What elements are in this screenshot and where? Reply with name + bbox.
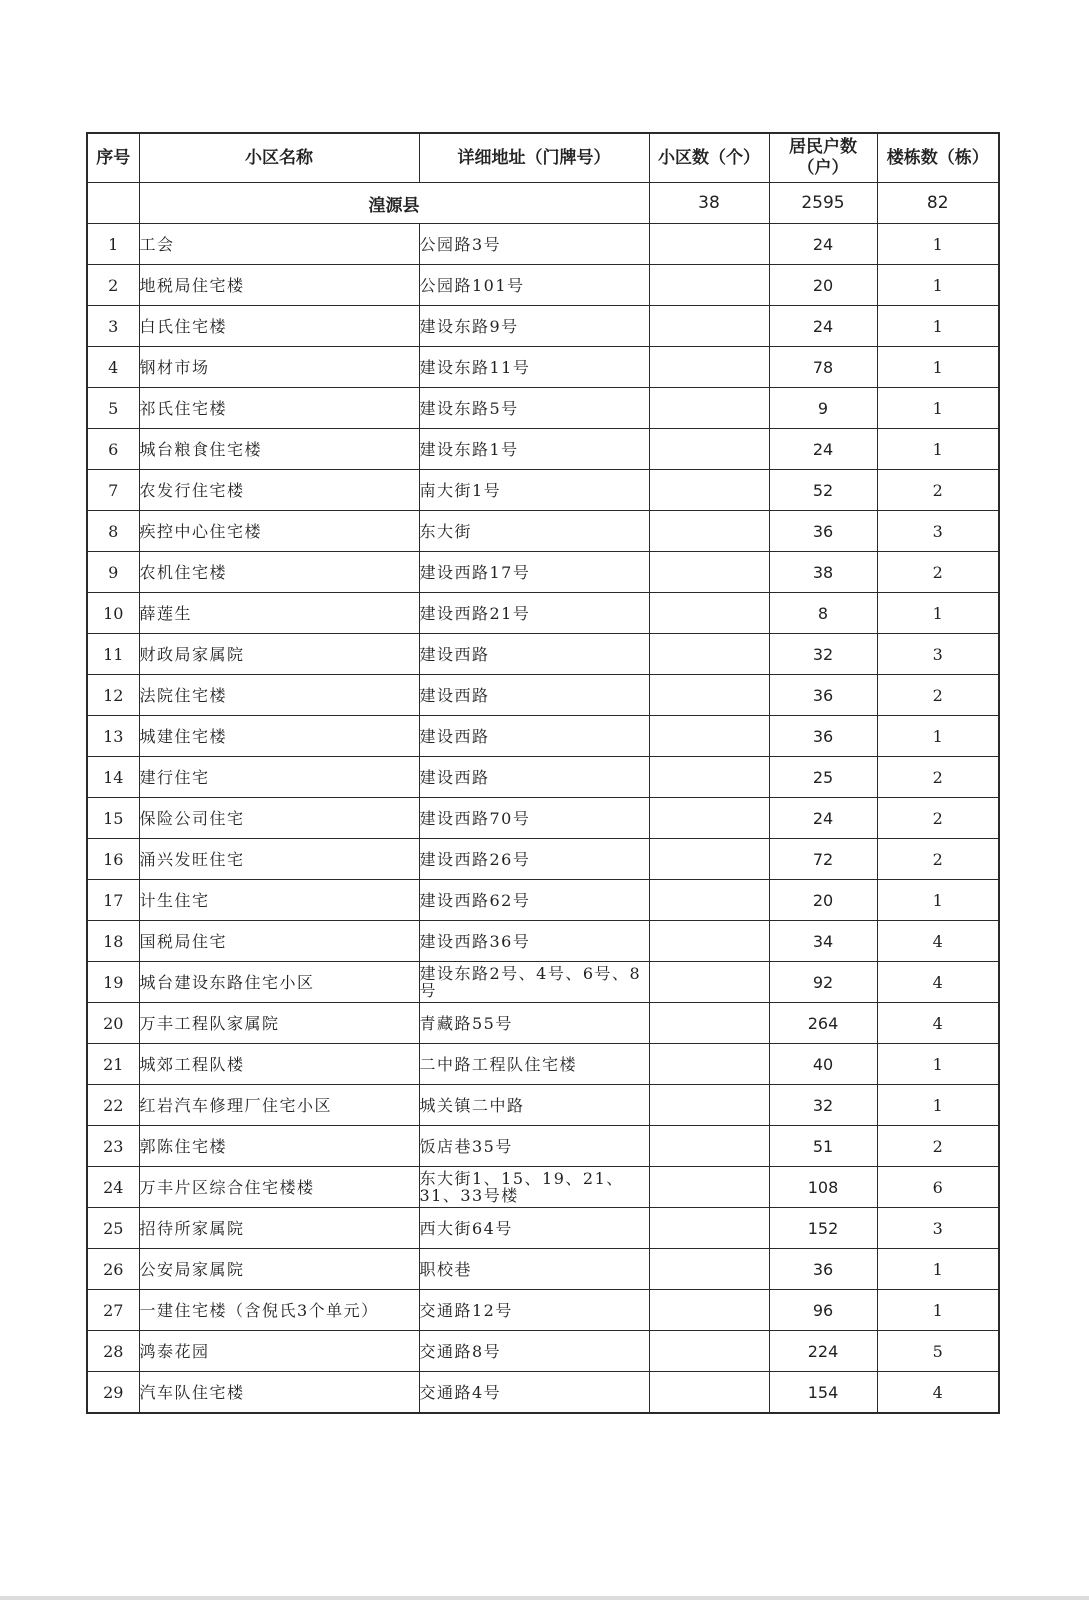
row-address: 城关镇二中路 bbox=[419, 1085, 649, 1126]
row-buildings: 2 bbox=[877, 470, 999, 511]
row-address: 青藏路55号 bbox=[419, 1003, 649, 1044]
row-buildings: 2 bbox=[877, 552, 999, 593]
row-buildings: 1 bbox=[877, 224, 999, 265]
table-row bbox=[87, 470, 999, 511]
row-community-name: 城建住宅楼 bbox=[139, 716, 419, 757]
row-buildings: 4 bbox=[877, 1372, 999, 1414]
row-seq: 20 bbox=[87, 1003, 139, 1044]
row-address: 建设西路21号 bbox=[419, 593, 649, 634]
row-community-name: 万丰片区综合住宅楼楼 bbox=[139, 1167, 419, 1208]
row-community-name: 万丰工程队家属院 bbox=[139, 1003, 419, 1044]
row-community-count bbox=[649, 757, 769, 798]
row-address: 建设东路5号 bbox=[419, 388, 649, 429]
row-community-name: 公安局家属院 bbox=[139, 1249, 419, 1290]
row-households: 152 bbox=[769, 1208, 877, 1249]
row-buildings: 1 bbox=[877, 593, 999, 634]
row-households: 32 bbox=[769, 634, 877, 675]
row-buildings: 4 bbox=[877, 1003, 999, 1044]
table-row bbox=[87, 1249, 999, 1290]
row-seq: 4 bbox=[87, 347, 139, 388]
table-row bbox=[87, 757, 999, 798]
row-address: 建设东路9号 bbox=[419, 306, 649, 347]
table-row bbox=[87, 347, 999, 388]
header-households: 居民户数（户） bbox=[769, 133, 877, 183]
row-households: 34 bbox=[769, 921, 877, 962]
table-row bbox=[87, 224, 999, 265]
row-community-name: 薛莲生 bbox=[139, 593, 419, 634]
row-community-name: 地税局住宅楼 bbox=[139, 265, 419, 306]
row-seq: 16 bbox=[87, 839, 139, 880]
row-community-name: 郭陈住宅楼 bbox=[139, 1126, 419, 1167]
row-seq: 25 bbox=[87, 1208, 139, 1249]
row-seq: 23 bbox=[87, 1126, 139, 1167]
table-row bbox=[87, 634, 999, 675]
row-households: 24 bbox=[769, 306, 877, 347]
row-community-name: 城台粮食住宅楼 bbox=[139, 429, 419, 470]
row-households: 51 bbox=[769, 1126, 877, 1167]
row-households: 154 bbox=[769, 1372, 877, 1414]
row-community-count bbox=[649, 921, 769, 962]
row-households: 9 bbox=[769, 388, 877, 429]
row-households: 96 bbox=[769, 1290, 877, 1331]
row-community-count bbox=[649, 593, 769, 634]
row-address: 公园路101号 bbox=[419, 265, 649, 306]
county-households: 2595 bbox=[769, 183, 877, 224]
table-row bbox=[87, 675, 999, 716]
row-buildings: 3 bbox=[877, 511, 999, 552]
header-row bbox=[87, 133, 999, 183]
summary-empty-cell bbox=[87, 183, 139, 224]
row-community-name: 祁氏住宅楼 bbox=[139, 388, 419, 429]
table-row bbox=[87, 716, 999, 757]
row-community-name: 城台建设东路住宅小区 bbox=[139, 962, 419, 1003]
row-address: 交通路4号 bbox=[419, 1372, 649, 1414]
row-community-count bbox=[649, 388, 769, 429]
row-community-count bbox=[649, 265, 769, 306]
row-buildings: 1 bbox=[877, 1249, 999, 1290]
row-buildings: 2 bbox=[877, 757, 999, 798]
row-households: 224 bbox=[769, 1331, 877, 1372]
row-households: 8 bbox=[769, 593, 877, 634]
row-seq: 28 bbox=[87, 1331, 139, 1372]
row-seq: 6 bbox=[87, 429, 139, 470]
header-address: 详细地址（门牌号） bbox=[419, 133, 649, 183]
header-buildings: 楼栋数（栋） bbox=[877, 133, 999, 183]
row-community-name: 招待所家属院 bbox=[139, 1208, 419, 1249]
table-row bbox=[87, 1044, 999, 1085]
row-seq: 8 bbox=[87, 511, 139, 552]
row-households: 20 bbox=[769, 265, 877, 306]
row-seq: 2 bbox=[87, 265, 139, 306]
county-buildings: 82 bbox=[877, 183, 999, 224]
row-community-name: 城郊工程队楼 bbox=[139, 1044, 419, 1085]
header-community-count: 小区数（个） bbox=[649, 133, 769, 183]
row-buildings: 2 bbox=[877, 675, 999, 716]
table-row bbox=[87, 921, 999, 962]
row-address: 东大街 bbox=[419, 511, 649, 552]
row-community-count bbox=[649, 1003, 769, 1044]
row-seq: 22 bbox=[87, 1085, 139, 1126]
row-community-name: 疾控中心住宅楼 bbox=[139, 511, 419, 552]
table-row bbox=[87, 1208, 999, 1249]
row-address: 建设西路 bbox=[419, 675, 649, 716]
row-community-count bbox=[649, 1372, 769, 1414]
row-community-name: 工会 bbox=[139, 224, 419, 265]
row-households: 40 bbox=[769, 1044, 877, 1085]
row-buildings: 2 bbox=[877, 1126, 999, 1167]
row-community-count bbox=[649, 1249, 769, 1290]
row-seq: 18 bbox=[87, 921, 139, 962]
row-community-name: 农机住宅楼 bbox=[139, 552, 419, 593]
row-address: 建设西路70号 bbox=[419, 798, 649, 839]
row-seq: 5 bbox=[87, 388, 139, 429]
row-households: 52 bbox=[769, 470, 877, 511]
row-households: 25 bbox=[769, 757, 877, 798]
row-seq: 9 bbox=[87, 552, 139, 593]
row-community-count bbox=[649, 839, 769, 880]
table-row bbox=[87, 839, 999, 880]
row-households: 72 bbox=[769, 839, 877, 880]
row-buildings: 1 bbox=[877, 1290, 999, 1331]
row-address: 建设西路26号 bbox=[419, 839, 649, 880]
county-community-count: 38 bbox=[649, 183, 769, 224]
row-seq: 19 bbox=[87, 962, 139, 1003]
row-address: 职校巷 bbox=[419, 1249, 649, 1290]
table-row bbox=[87, 388, 999, 429]
row-buildings: 6 bbox=[877, 1167, 999, 1208]
row-address: 建设东路2号、4号、6号、8号 bbox=[419, 962, 649, 1003]
row-community-count bbox=[649, 1085, 769, 1126]
row-seq: 17 bbox=[87, 880, 139, 921]
row-seq: 11 bbox=[87, 634, 139, 675]
row-community-count bbox=[649, 880, 769, 921]
row-buildings: 1 bbox=[877, 716, 999, 757]
row-community-name: 汽车队住宅楼 bbox=[139, 1372, 419, 1414]
row-community-name: 白氏住宅楼 bbox=[139, 306, 419, 347]
row-community-count bbox=[649, 511, 769, 552]
row-buildings: 3 bbox=[877, 634, 999, 675]
table-row bbox=[87, 1085, 999, 1126]
row-address: 东大街1、15、19、21、31、33号楼 bbox=[419, 1167, 649, 1208]
row-seq: 27 bbox=[87, 1290, 139, 1331]
row-buildings: 1 bbox=[877, 388, 999, 429]
row-community-count bbox=[649, 1044, 769, 1085]
table-row bbox=[87, 1003, 999, 1044]
row-address: 建设西路17号 bbox=[419, 552, 649, 593]
row-seq: 3 bbox=[87, 306, 139, 347]
table-row bbox=[87, 429, 999, 470]
row-address: 交通路8号 bbox=[419, 1331, 649, 1372]
row-community-name: 建行住宅 bbox=[139, 757, 419, 798]
row-households: 32 bbox=[769, 1085, 877, 1126]
table-row bbox=[87, 1372, 999, 1414]
table-row bbox=[87, 880, 999, 921]
row-community-count bbox=[649, 347, 769, 388]
row-buildings: 1 bbox=[877, 880, 999, 921]
row-address: 二中路工程队住宅楼 bbox=[419, 1044, 649, 1085]
table-row bbox=[87, 1331, 999, 1372]
row-community-count bbox=[649, 675, 769, 716]
row-community-name: 保险公司住宅 bbox=[139, 798, 419, 839]
row-seq: 1 bbox=[87, 224, 139, 265]
row-households: 108 bbox=[769, 1167, 877, 1208]
header-seq: 序号 bbox=[87, 133, 139, 183]
row-seq: 21 bbox=[87, 1044, 139, 1085]
row-community-count bbox=[649, 1167, 769, 1208]
row-seq: 10 bbox=[87, 593, 139, 634]
row-households: 20 bbox=[769, 880, 877, 921]
row-seq: 15 bbox=[87, 798, 139, 839]
page-bottom-edge bbox=[0, 1596, 1089, 1600]
row-address: 建设西路 bbox=[419, 716, 649, 757]
row-community-count bbox=[649, 1208, 769, 1249]
row-address: 建设西路 bbox=[419, 634, 649, 675]
row-seq: 24 bbox=[87, 1167, 139, 1208]
row-address: 南大街1号 bbox=[419, 470, 649, 511]
row-address: 公园路3号 bbox=[419, 224, 649, 265]
row-community-name: 涌兴发旺住宅 bbox=[139, 839, 419, 880]
row-community-count bbox=[649, 1331, 769, 1372]
row-community-count bbox=[649, 552, 769, 593]
row-households: 92 bbox=[769, 962, 877, 1003]
row-buildings: 2 bbox=[877, 798, 999, 839]
row-community-name: 财政局家属院 bbox=[139, 634, 419, 675]
row-buildings: 1 bbox=[877, 265, 999, 306]
row-community-count bbox=[649, 1126, 769, 1167]
row-households: 78 bbox=[769, 347, 877, 388]
row-seq: 29 bbox=[87, 1372, 139, 1414]
row-community-name: 一建住宅楼（含倪氏3个单元） bbox=[139, 1290, 419, 1331]
table-row bbox=[87, 265, 999, 306]
document-table-area bbox=[86, 132, 998, 1414]
row-address: 建设东路1号 bbox=[419, 429, 649, 470]
row-households: 36 bbox=[769, 675, 877, 716]
row-address: 饭店巷35号 bbox=[419, 1126, 649, 1167]
row-community-count bbox=[649, 716, 769, 757]
row-community-count bbox=[649, 306, 769, 347]
row-community-name: 计生住宅 bbox=[139, 880, 419, 921]
county-name: 湟源县 bbox=[139, 183, 649, 224]
row-buildings: 4 bbox=[877, 962, 999, 1003]
row-households: 24 bbox=[769, 224, 877, 265]
row-address: 建设西路36号 bbox=[419, 921, 649, 962]
row-buildings: 1 bbox=[877, 429, 999, 470]
row-households: 264 bbox=[769, 1003, 877, 1044]
row-community-count bbox=[649, 1290, 769, 1331]
row-community-name: 法院住宅楼 bbox=[139, 675, 419, 716]
table-row bbox=[87, 962, 999, 1003]
row-community-count bbox=[649, 224, 769, 265]
row-buildings: 2 bbox=[877, 839, 999, 880]
row-buildings: 1 bbox=[877, 1085, 999, 1126]
row-households: 36 bbox=[769, 511, 877, 552]
row-address: 西大街64号 bbox=[419, 1208, 649, 1249]
county-summary-row bbox=[87, 183, 999, 224]
row-buildings: 1 bbox=[877, 347, 999, 388]
row-community-count bbox=[649, 429, 769, 470]
row-buildings: 4 bbox=[877, 921, 999, 962]
row-address: 建设西路 bbox=[419, 757, 649, 798]
row-community-name: 红岩汽车修理厂住宅小区 bbox=[139, 1085, 419, 1126]
row-seq: 14 bbox=[87, 757, 139, 798]
row-community-name: 农发行住宅楼 bbox=[139, 470, 419, 511]
row-community-name: 国税局住宅 bbox=[139, 921, 419, 962]
row-seq: 7 bbox=[87, 470, 139, 511]
row-community-count bbox=[649, 962, 769, 1003]
row-households: 24 bbox=[769, 429, 877, 470]
table-row bbox=[87, 1126, 999, 1167]
row-buildings: 5 bbox=[877, 1331, 999, 1372]
row-households: 36 bbox=[769, 1249, 877, 1290]
row-seq: 26 bbox=[87, 1249, 139, 1290]
row-buildings: 1 bbox=[877, 306, 999, 347]
table-row bbox=[87, 306, 999, 347]
table-row bbox=[87, 511, 999, 552]
row-community-count bbox=[649, 798, 769, 839]
table-row bbox=[87, 552, 999, 593]
row-community-count bbox=[649, 634, 769, 675]
community-table bbox=[86, 132, 1000, 1414]
row-households: 24 bbox=[769, 798, 877, 839]
table-row bbox=[87, 1167, 999, 1208]
table-row bbox=[87, 1290, 999, 1331]
row-community-name: 鸿泰花园 bbox=[139, 1331, 419, 1372]
row-seq: 13 bbox=[87, 716, 139, 757]
row-buildings: 3 bbox=[877, 1208, 999, 1249]
row-address: 建设东路11号 bbox=[419, 347, 649, 388]
table-row bbox=[87, 798, 999, 839]
row-households: 36 bbox=[769, 716, 877, 757]
table-row bbox=[87, 593, 999, 634]
row-address: 交通路12号 bbox=[419, 1290, 649, 1331]
row-community-name: 钢材市场 bbox=[139, 347, 419, 388]
row-buildings: 1 bbox=[877, 1044, 999, 1085]
row-community-count bbox=[649, 470, 769, 511]
row-households: 38 bbox=[769, 552, 877, 593]
header-community-name: 小区名称 bbox=[139, 133, 419, 183]
row-address: 建设西路62号 bbox=[419, 880, 649, 921]
row-seq: 12 bbox=[87, 675, 139, 716]
